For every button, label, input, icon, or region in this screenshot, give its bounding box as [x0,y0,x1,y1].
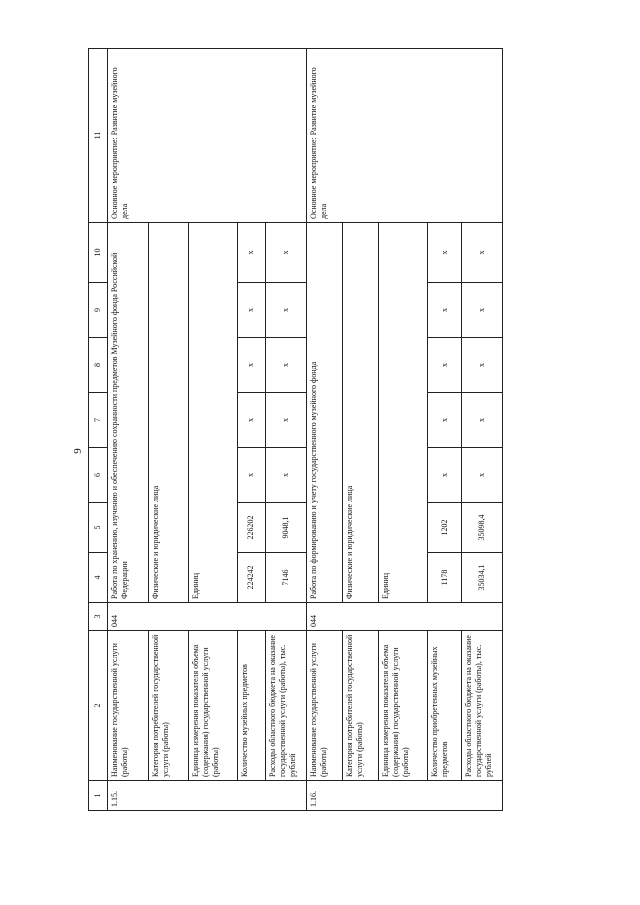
cell: x [237,223,265,283]
cell: x [428,448,462,503]
cell: 35098,4 [462,503,503,553]
cell: x [462,448,503,503]
col-header: 5 [89,503,108,553]
row-value: Единиц [189,223,238,603]
row-value: Физические и юридические лица [148,223,188,603]
cell: x [266,223,306,283]
col-header: 4 [89,553,108,603]
cell: x [428,393,462,448]
cell: 35034,1 [462,553,503,603]
col-header: 6 [89,448,108,503]
cell: 1178 [428,553,462,603]
cell: x [266,338,306,393]
cell: 1202 [428,503,462,553]
row-value: Единиц [379,223,428,603]
row-value: Работа по хранению, изучению и обеспечению сохранности предметов Музейного фонда Российской Федерации [108,223,148,603]
cell: x [462,393,503,448]
row-note: Основное мероприятие: Развитие музейного дела [306,49,502,223]
col-header: 3 [89,603,108,631]
table-row [306,49,342,811]
row-label: Единица измерения показателя объема (содержания) государственной услуги (работы) [189,631,238,781]
cell: 226202 [237,503,265,553]
col-header: 7 [89,393,108,448]
col-header: 2 [89,631,108,781]
rotated-table-container [88,49,503,811]
row-value: Работа по формированию и учету государственного музейного фонда [306,223,342,603]
row-label: Расходы областного бюджета на оказание государственной услуги (работы), тыс. рублей [462,631,503,781]
row-label: Категория потребителей государственной услуги (работы) [148,631,188,781]
row-label: Категория потребителей государственной услуги (работы) [343,631,379,781]
row-code: 044 [108,603,306,631]
row-label: Количество музейных предметов [237,631,265,781]
cell: x [462,283,503,338]
cell: x [237,283,265,338]
services-table [88,48,503,811]
cell: 9048,1 [266,503,306,553]
row-label: Единица измерения показателя объема (содержания) государственной услуги (работы) [379,631,428,781]
col-header: 11 [89,49,108,223]
cell: x [462,223,503,283]
row-label: Количество приобретенных музейных предметов [428,631,462,781]
cell: x [428,283,462,338]
cell: x [237,338,265,393]
cell: 7146 [266,553,306,603]
cell: x [266,448,306,503]
cell: x [237,393,265,448]
cell: x [266,283,306,338]
cell: 224242 [237,553,265,603]
col-header: 10 [89,223,108,283]
cell: x [266,393,306,448]
row-code: 044 [306,603,502,631]
row-note: Основное мероприятие: Развитие музейного дела [108,49,306,223]
row-number: 1.15. [108,781,306,811]
col-header: 8 [89,338,108,393]
table-row [108,49,148,811]
col-header: 1 [89,781,108,811]
header-row [89,49,108,811]
cell: x [237,448,265,503]
page-number: 9 [71,448,84,454]
col-header: 9 [89,283,108,338]
row-label: Наименование государственной услуги (работы) [108,631,148,781]
cell: x [428,223,462,283]
row-value: Физические и юридические лица [343,223,379,603]
row-label: Расходы областного бюджета на оказание государственной услуги (работы), тыс. рублей [266,631,306,781]
row-number: 1.16. [306,781,502,811]
row-label: Наименование государственной услуги (работы) [306,631,342,781]
cell: x [428,338,462,393]
cell: x [462,338,503,393]
